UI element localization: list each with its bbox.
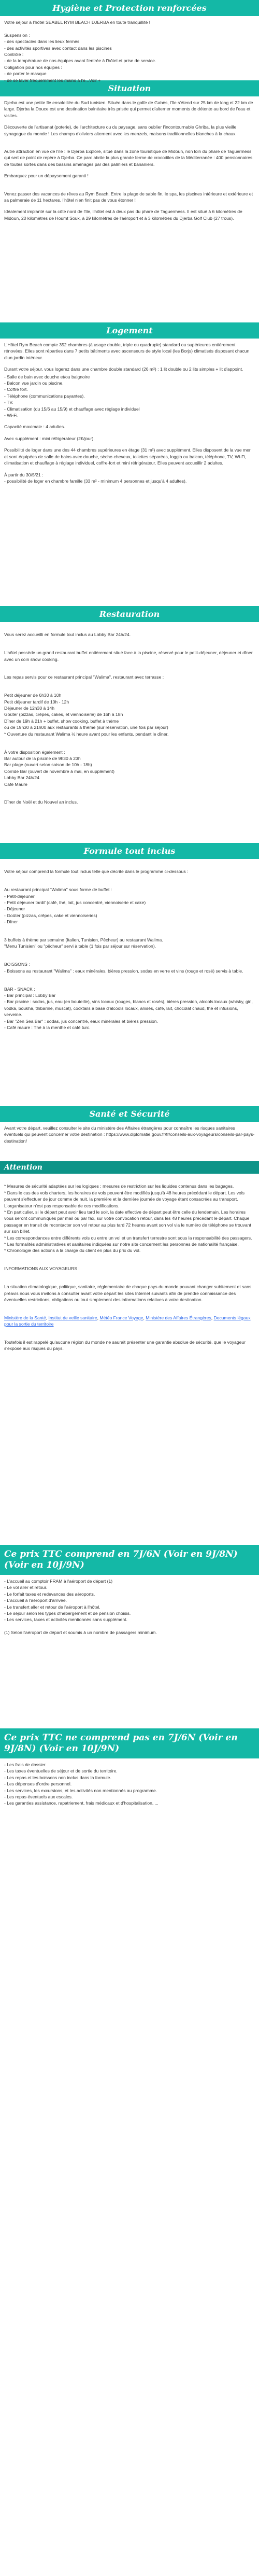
prix-ne-comprend-item: - Les repas éventuels aux escales. <box>4 1794 73 1800</box>
prix-comprend-item: - Le vol aller et retour. <box>4 1585 48 1590</box>
hygiene-see-more-link[interactable]: - de se laver fréquemment les mains à l'e...Voir + <box>4 77 101 83</box>
logement-paragraph: Possibilité de loger dans une des 44 chambres supérieures en étage (31 m²) avec supplément. Elles disposent de la vue mer et sont équipées de salle de bains avec douche, sèche-cheveux, toilettes séparées, loggia ou balcon, téléphone, TV, Wi-Fi, climatisation et chauffage à réglage individuel, coffre-fort et mini réfrigérateur. Elles peuvent accueillir 2 adultes. <box>4 447 251 466</box>
restauration-schedule: Petit déjeuner de 6h30 à 10h Petit déjeuner tardif de 10h - 12h Déjeuner de 12h30 à 14h Goûter (pizzas, crêpes, cakes, et viennoiserie) de 16h à 18h Dîner de 19h à 21h + buffet, show cooking, buffet à thème ou de 19h30 à 21h00 aux restaurants à thème (sur réservation, une fois par séjour) * Ouverture du restaurant Walima ½ heure avant pour les enfants, pendant le dîner. <box>4 693 169 737</box>
hygiene-line: Votre séjour à l'hôtel SEABEL RYM BEACH DJERBA en toute tranquillité ! <box>4 20 151 25</box>
hygiene-section <box>0 16 259 83</box>
situation-section-title: Situation <box>0 80 259 96</box>
formule-paragraph: 3 buffets à thème par semaine (Italien, Tunisien, Pêcheur) au restaurant Walima. "Menu Tunisien" ou "pêcheur" servi à table (1 fois par séjour sur réservation). <box>4 937 163 949</box>
sante-section <box>0 1122 259 1161</box>
situation-paragraph: Découverte de l'artisanat (poterie), de l'architecture ou du paysage, sans oublier l'incontournable Ghriba, la plus vieille synagogue du monde ! Les champs d'oliviers alternent avec les menzels, maisons traditionnelles blanches à la chaux. <box>4 124 237 136</box>
prix-ne-comprend-item: - Les garanties assistance, rapatriement, frais médicaux et d'hospitalisation, ... <box>4 1800 159 1806</box>
logement-amenity: - Téléphone (communications payantes). <box>4 393 85 399</box>
restauration-bars: À votre disposition également : Bar autour de la piscine de 9h30 à 23h Bar plage (ouvert selon saison de 10h - 18h) Corride Bar (ouvert de novembre à mai, en supplément) Lobby Bar 24h/24 Café Maure <box>4 749 115 787</box>
logement-date: À partir du 30/5/21 : <box>4 472 44 477</box>
prix-ne-comprend-item: - Les dépenses d'ordre personnel. <box>4 1781 72 1787</box>
hygiene-line <box>4 25 255 32</box>
sante-paragraph: Avant votre départ, veuillez consulter le site du ministère des Affaires étrangères pour connaître les risques sanitaires éventuels qui peuvent concerner votre destination : https://www.diplomatie.gouv.fr/fr/conseils-aux-voyageurs/conseils-par-pays-destination/ <box>4 1125 255 1144</box>
logement-amenity: - Wi-Fi. <box>4 413 19 418</box>
situation-paragraph: Djerba est une petite île ensoleillée du Sud tunisien. Située dans le golfe de Gabès, l'île s'étend sur 25 km de long et 22 km de large. Djerba la Douce est une destination balnéaire très prisée qui permet d'alterner moments de détente au bord de l'eau et visites. <box>4 100 253 118</box>
logement-amenity: - Climatisation (du 15/6 au 15/9) et chauffage avec réglage individuel <box>4 406 140 412</box>
hygiene-line: - de la température de nos équipes avant l'entrée à l'hôtel et prise de service. <box>4 58 156 64</box>
prix-comprend-item <box>4 1623 255 1629</box>
prix-comprend-item: - Les services, taxes et activités mentionnés sans supplément. <box>4 1617 127 1623</box>
prix-ne-comprend-item: - Les repas et les boissons non inclus dans la formule. <box>4 1775 111 1780</box>
logement-section <box>0 339 259 606</box>
attention-links: Ministère de la Santé, Institut de veille sanitaire, Météo France Voyage, Ministère des Affaires Étrangères, Documents légaux pour la sortie du territoire <box>4 1315 251 1327</box>
hygiene-line: - des activités sportives avec contact dans les piscines <box>4 45 112 51</box>
attention-section-title: Attention <box>0 1161 259 1174</box>
prix-comprend-item: - Le séjour selon les types d'hébergement et de pension choisis. <box>4 1611 131 1616</box>
prix-ne-comprend-item: - Les taxes éventuelles de séjour et de sortie du territoire. <box>4 1768 118 1774</box>
prix-comprend-footnote: (1) Selon l'aéroport de départ et soumis à un nombre de passagers minimum. <box>4 1630 157 1636</box>
hygiene-line: Suspension : <box>4 32 30 38</box>
attention-paragraph: La situation climatologique, politique, sanitaire, réglementaire de chaque pays du monde pouvant changer subitement et sans préavis nous vous invitons à consulter avant votre départ les sites Internet suivants afin de prendre connaissance des éventuelles restrictions, obligations ou tout simplement des informations relatives à votre destination. <box>4 1284 252 1302</box>
restauration-paragraph: L'hôtel possède un grand restaurant buffet entièrement situé face à la piscine, réservé pour le petit-déjeuner, déjeuner et dîner avec un coin show cooking. <box>4 650 253 662</box>
restauration-paragraph: Dîner de Noël et du Nouvel an inclus. <box>4 799 78 805</box>
attention-info-heading: INFORMATIONS AUX VOYAGEURS : <box>4 1266 80 1272</box>
prix-ne-comprend-section <box>0 1758 259 1839</box>
logement-section-title: Logement <box>0 322 259 339</box>
restauration-section <box>0 622 259 843</box>
link-affaires-etrangeres[interactable]: Ministère des Affaires Étrangères <box>146 1315 211 1320</box>
prix-comprend-section <box>0 1575 259 1728</box>
prix-ne-comprend-item: - Les frais de dossier. <box>4 1762 47 1767</box>
formule-section-title: Formule tout inclus <box>0 843 259 859</box>
logement-amenity: - Coffre fort. <box>4 387 28 392</box>
hygiene-line: - de porter le masque <box>4 71 47 77</box>
prix-comprend-item: - L'accueil à l'aéroport d'arrivée. <box>4 1598 67 1603</box>
attention-section <box>0 1174 259 1545</box>
situation-paragraph: Venez passer des vacances de rêves au Rym Beach. Entre la plage de sable fin, le spa, les piscines intérieure et extérieure et sa palmeraie de 11 hectares, l'hôtel n'en finit pas de vous étonner ! <box>4 191 253 203</box>
attention-paragraph: * Mesures de sécurité adaptées sur les logiques : mesures de restriction sur les liquides contenus dans les bagages. * Dans le cas des vols charters, les horaires de vols peuvent être modifiés jusqu'à 48 heures précédant le départ. Les vols peuvent s'effectuer de jour comme de nuit, la première et la dernière journée de voyage étant consacrées au transport. L'organisateur n'est pas responsable de ces modifications. * En particulier, si le départ peut avoir lieu tard le soir, la date effective de départ peut être celle du lendemain. Les horaires vous seront communiqués par mail ou par fax, sur votre convocation retour, dans les 48 heures précédant le départ. Chaque passager en transit de recontacter son vol retour au plus tard 72 heures avant son vol via le numéro de téléphone se trouvant sur son billet. * Les correspondances entre différents vols ou entre un vol et un transfert terrestre sont sous la responsabilité des passagers. * Les formalités administratives et sanitaires indiquées sur notre site concernent les personnes de nationalité française. * Chronologie des actions à la charge du client en plus du prix du vol. <box>4 1184 252 1254</box>
logement-paragraph: Durant votre séjour, vous logerez dans une chambre double standard (26 m²) : 1 lit double ou 2 lits simples + lit d'appoint. <box>4 367 243 372</box>
formule-paragraph: BAR - SNACK : - Bar principal : Lobby Bar - Bar piscine : sodas, jus, eau (en bouteille), vins locaux (rouges, blancs et rosés), bières pression, alcools locaux (whisky, gin, vodka, boukha, thibarine, muscat), cocktails à base d'alcools locaux, anisés, café, lait, chocolat chaud, thé et infusions, verveine. - Bar "Zen Sea Bar" : sodas, jus concentré, eaux minérales et bières pression. - Café maure : Thé à la menthe et café turc. <box>4 986 253 1030</box>
formule-section <box>0 859 259 1106</box>
logement-family-room: - possibilité de loger en chambre famille (33 m² - minimum 4 personnes et jusqu'à 4 adultes). <box>4 478 187 484</box>
link-ministere-sante[interactable]: Ministère de la Santé <box>4 1315 46 1320</box>
logement-paragraph: L'Hôtel Rym Beach compte 352 chambres (à usage double, triple ou quadruple) standard ou supérieures entièrement rénovées. Elles sont réparties dans 7 petits bâtiments avec ascenseurs de style local (les Borjs) climatisés disposant chacun d'un jardin intérieur. <box>4 342 250 360</box>
logement-amenity: - Salle de bain avec douche et/ou baignoire <box>4 374 90 379</box>
restauration-paragraph: Vous serez accueilli en formule tout inclus au Lobby Bar 24h/24. <box>4 632 131 638</box>
restauration-paragraph: Les repas servis pour ce restaurant principal "Walima", restaurant avec terrasse : <box>4 674 164 680</box>
prix-comprend-item: - Le transfert aller et retour de l'aéroport à l'hôtel. <box>4 1604 100 1610</box>
situation-paragraph: Embarquez pour un dépaysement garanti ! <box>4 173 89 179</box>
formule-paragraph: BOISSONS : - Boissons au restaurant "Walima" : eaux minérales, bières pression, sodas en verre et vins (rouge et rosé) servis à table. <box>4 962 243 974</box>
logement-amenity: - Balcon vue jardin ou piscine. <box>4 381 64 386</box>
logement-capacity: Capacité maximale : 4 adultes. <box>4 424 65 430</box>
formule-paragraph: Votre séjour comprend la formule tout inclus telle que décrite dans le programme ci-dessous : <box>4 869 189 875</box>
hygiene-line: - des spectacles dans les lieux fermés <box>4 39 80 45</box>
sante-section-title: Santé et Sécurité <box>0 1106 259 1122</box>
logement-supplement: Avec supplément : mini réfrigérateur (2€/jour). <box>4 435 95 441</box>
prix-ne-comprend-item: - Les services, les excursions, et les activités non mentionnés au programme. <box>4 1787 157 1793</box>
formule-paragraph: Au restaurant principal "Walima" sous forme de buffet : - Petit-déjeuner - Petit déjeuner tardif (café, thé, lait, jus concentré, viennoiserie et cake) - Déjeuner - Goûter (pizzas, crêpes, cake et viennoiseries) - Dîner <box>4 887 146 925</box>
situation-paragraph: Idéalement implanté sur la côte nord de l'île, l'hôtel est à deux pas du phare de Taguermess. Il est situé à 6 kilomètres de Midoun, 20 kilomètres de Houmt Souk, à 29 kilomètres de l'aéroport et à 3 kilomètres du Djerba Golf Club (27 trous). <box>4 209 242 221</box>
attention-footer: Toutefois il est rappelé qu'aucune région du monde ne saurait présenter une garantie absolue de sécurité, que le voyageur s'expose aux risques du pays. <box>4 1339 246 1352</box>
link-documents-legaux[interactable]: Documents légaux pour la sortie du territoire <box>4 1315 251 1327</box>
situation-section <box>0 96 259 322</box>
link-veille-sanitaire[interactable]: Institut de veille sanitaire <box>48 1315 97 1320</box>
hygiene-line: Obligation pour nos équipes : <box>4 64 62 70</box>
hygiene-section-title: Hygiène et Protection renforcées <box>0 0 259 16</box>
hygiene-line: Contrôle : <box>4 52 24 58</box>
prix-ne-comprend-title: Ce prix TTC ne comprend pas en 7J/6N (Voir en 9J/8N) (Voir en 10J/9N) <box>0 1728 259 1758</box>
link-meteo-france[interactable]: Météo France Voyage <box>99 1315 143 1320</box>
logement-amenity: - TV. <box>4 400 13 405</box>
situation-paragraph: Autre attraction en vue de l'île : le Djerba Explore, situé dans la zone touristique de Midoun, non loin du phare de Taguermess qui sert de point de repère à Djerba. Ce parc abrite la plus grande ferme de crocodiles de la Méditerranée : 400 pensionnaires de toutes sortes dans des bassins aménagés par des palmiers et bananiers. <box>4 149 253 167</box>
prix-comprend-item: - L'accueil au comptoir FRAM à l'aéroport de départ (1) <box>4 1579 113 1584</box>
prix-comprend-item: - Le forfait taxes et redevances des aéroports. <box>4 1591 95 1597</box>
restauration-section-title: Restauration <box>0 606 259 622</box>
prix-comprend-title: Ce prix TTC comprend en 7J/6N (Voir en 9J/8N) (Voir en 10J/9N) <box>0 1545 259 1575</box>
